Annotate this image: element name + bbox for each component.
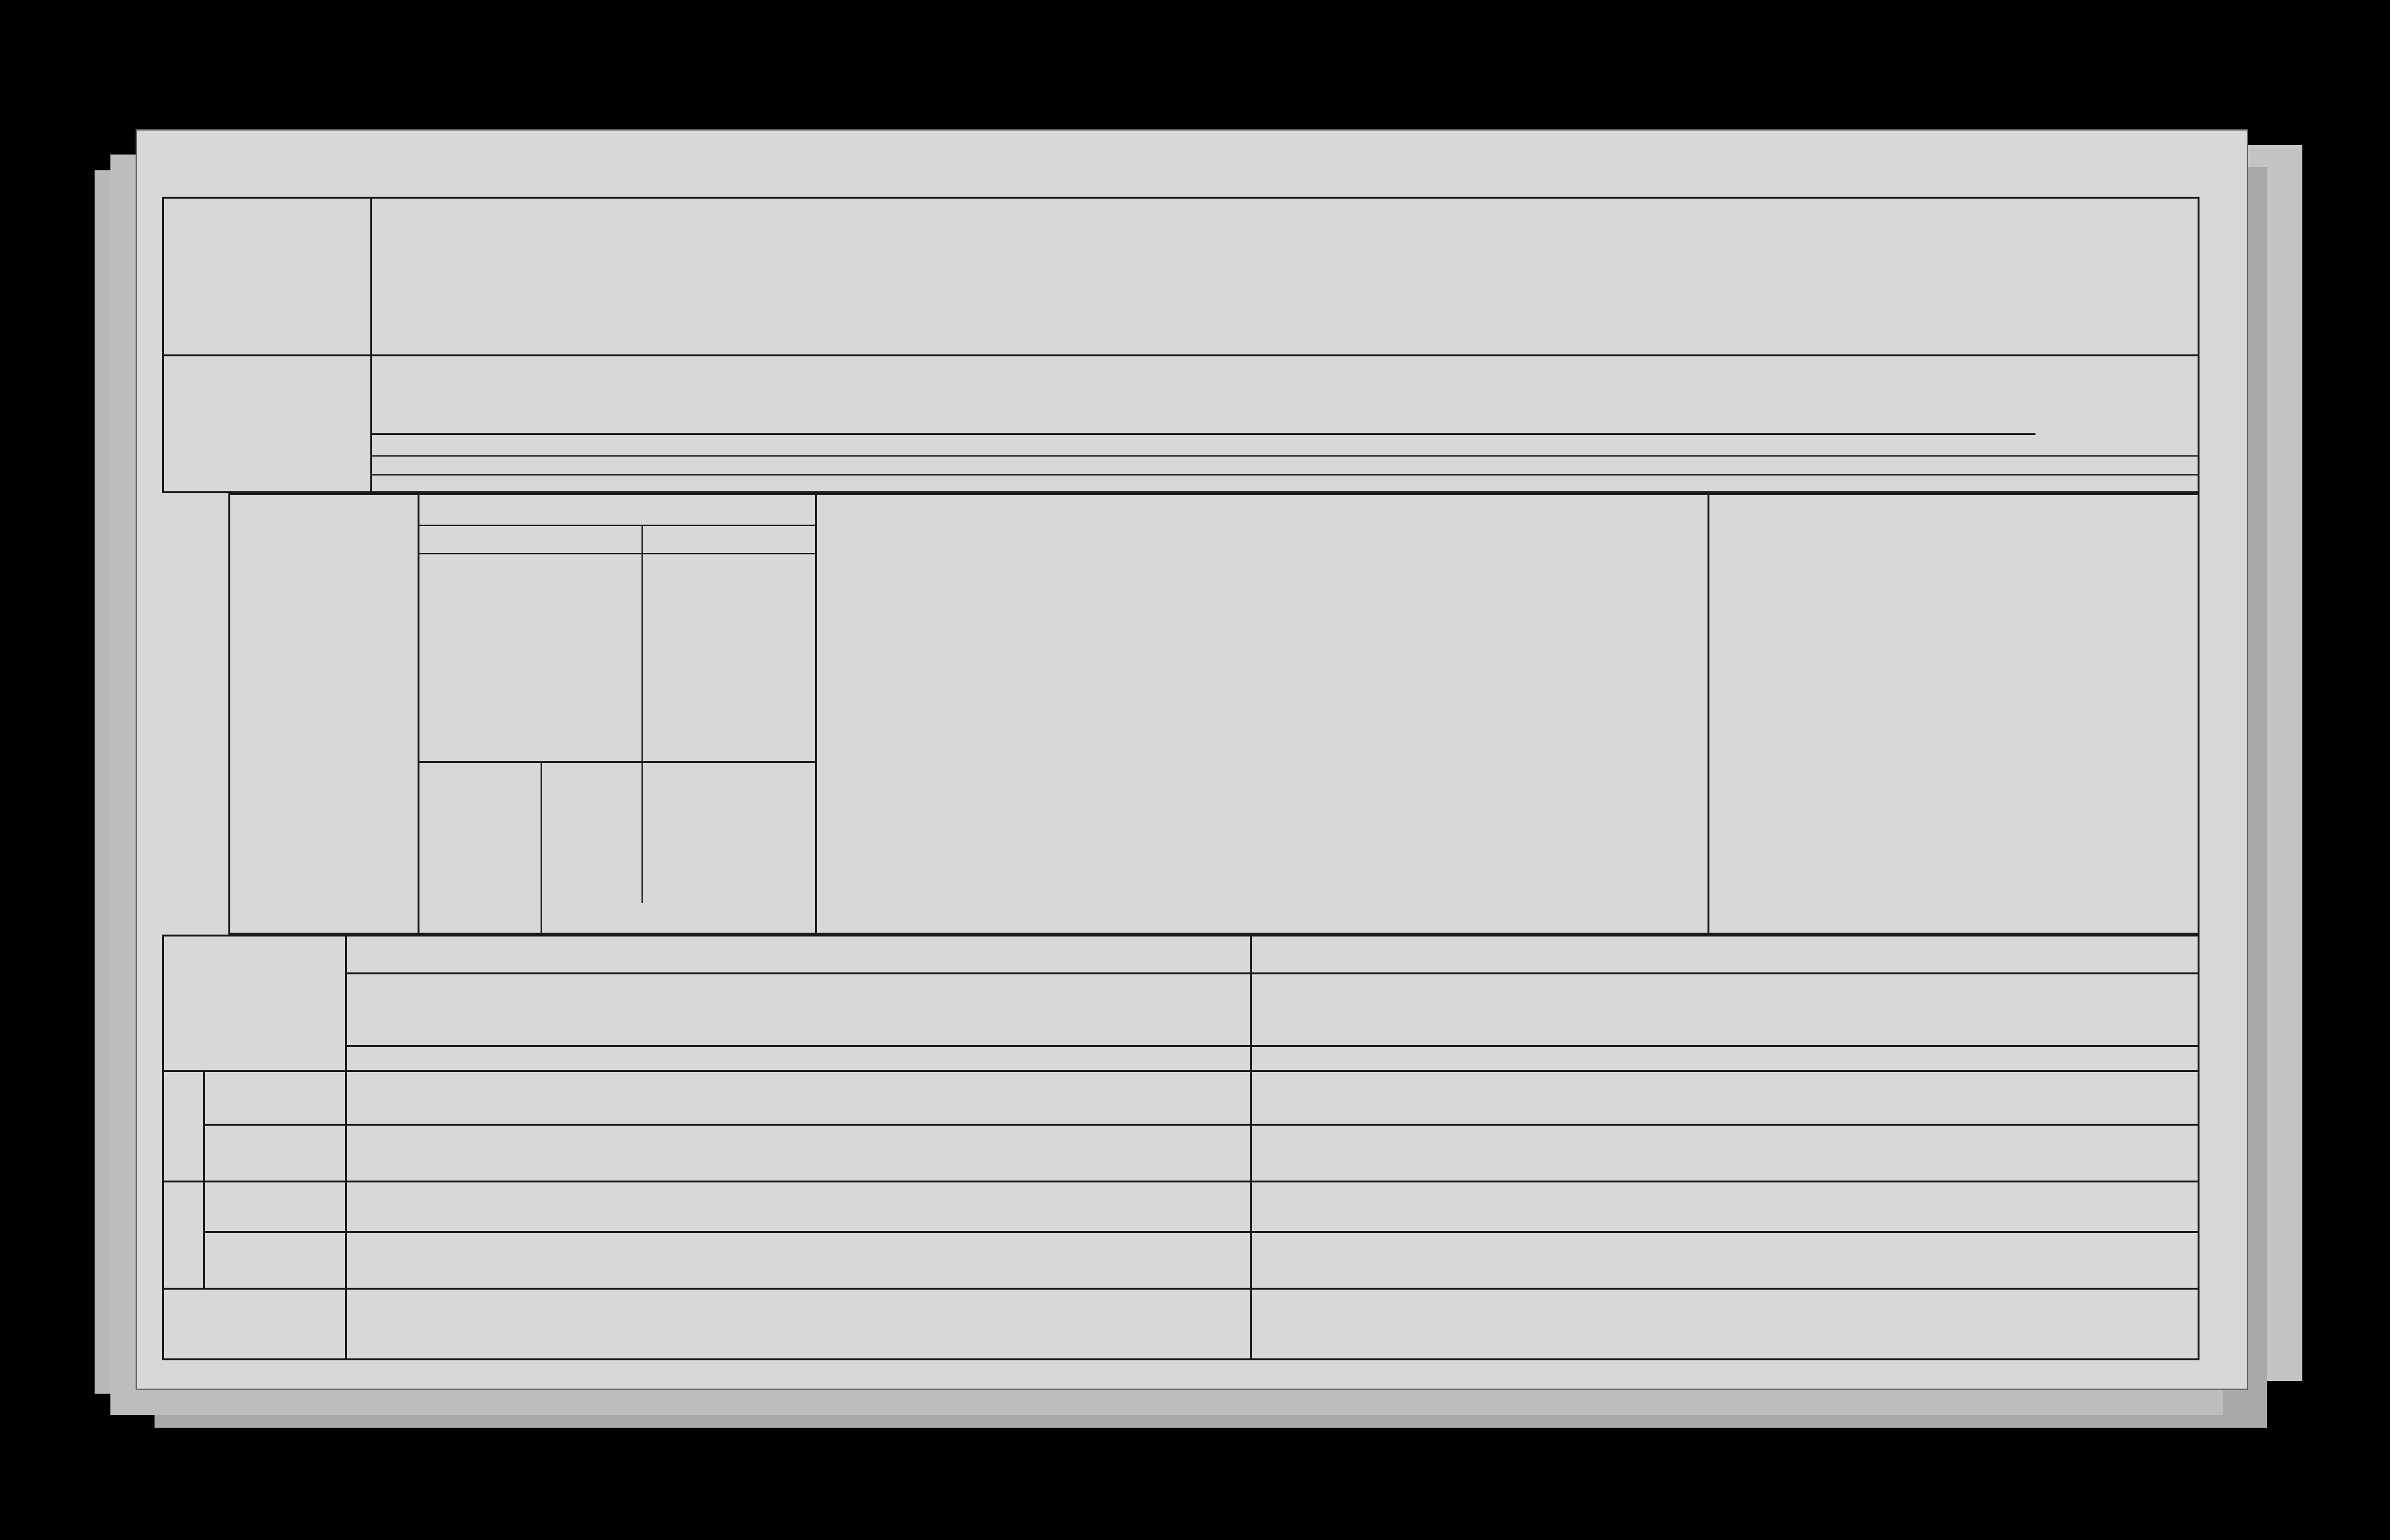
bottom-number-line	[162, 1070, 2200, 1072]
trade-col-divider	[641, 525, 643, 903]
arenda-sdacha-divider	[1250, 935, 1252, 1360]
bottom-table	[162, 935, 2200, 1360]
workers-divider	[418, 493, 419, 935]
title-underline	[345, 972, 2200, 974]
row-line	[370, 433, 2036, 435]
row-line	[370, 455, 2200, 457]
trade-line	[418, 553, 815, 554]
row-line	[370, 474, 2200, 475]
private-divider-left	[815, 493, 817, 935]
row-line	[162, 354, 2200, 356]
bottom-group-divider	[203, 1070, 205, 1288]
middle-table	[228, 493, 2200, 935]
population-divider	[1708, 493, 1709, 935]
bottom-row-line	[203, 1231, 2200, 1233]
bottom-header-line	[345, 1045, 2200, 1047]
has-line	[418, 761, 815, 763]
top-table	[162, 197, 2200, 493]
trade-line	[418, 525, 815, 526]
bottom-row-line	[162, 1288, 2200, 1290]
bottom-row-line	[203, 1124, 2200, 1126]
bottom-row-line	[162, 1181, 2200, 1182]
census-card	[136, 129, 2248, 1390]
bottom-label-divider	[345, 935, 347, 1360]
label-column-divider	[370, 197, 372, 493]
has-col-divider	[541, 761, 542, 935]
